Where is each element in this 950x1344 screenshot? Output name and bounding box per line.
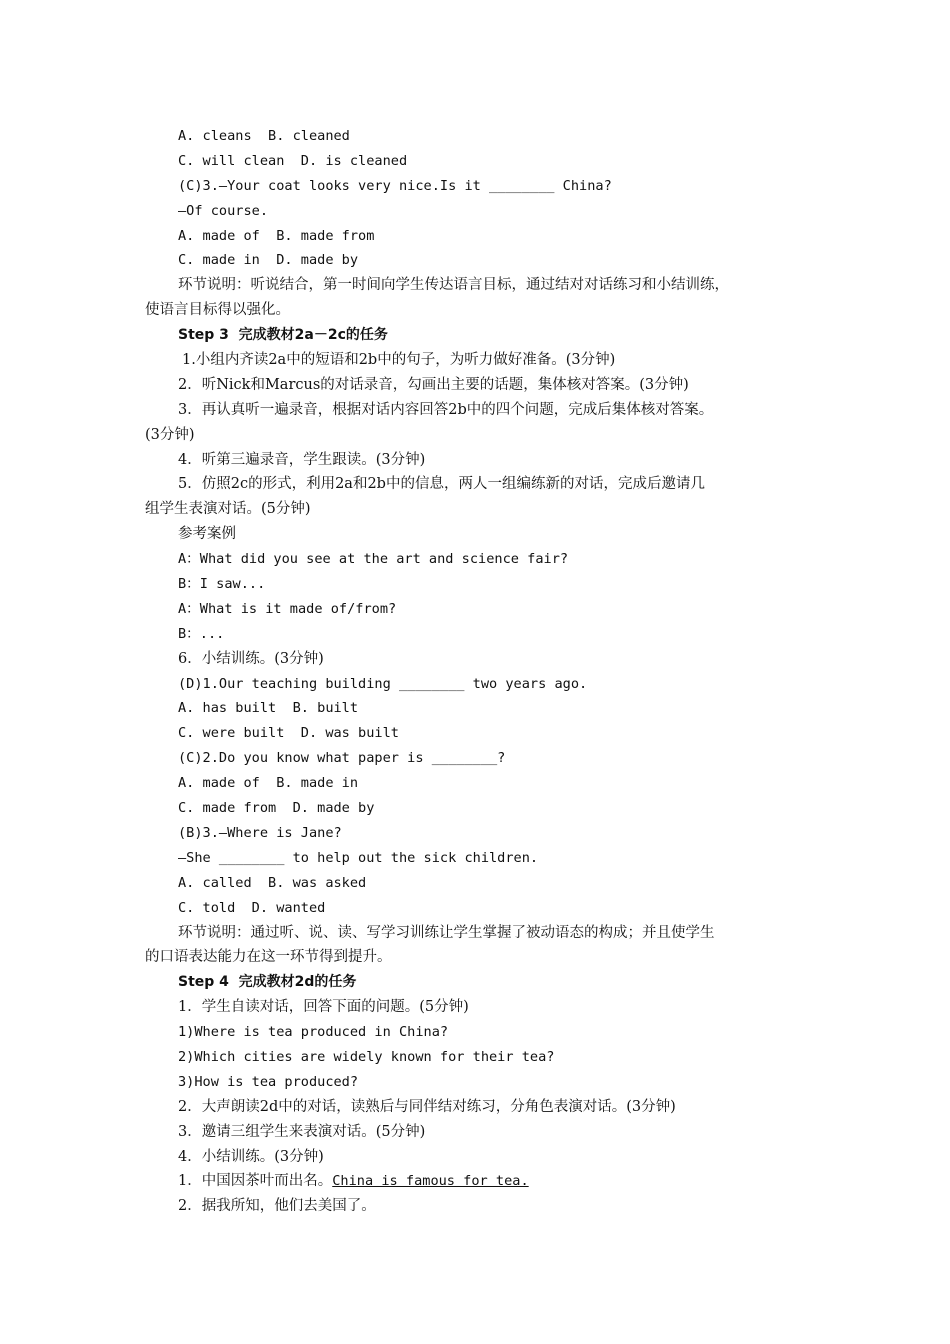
option-line: C. will clean D. is cleaned — [178, 152, 408, 169]
task-line: 3．邀请三组学生来表演对话。(5分钟) — [178, 1123, 426, 1140]
section-note: 环节说明：通过听、说、读、写学习训练让学生掌握了被动语态的构成；并且使学生 — [178, 924, 715, 941]
question-line: (C)2.Do you know what paper is ________? — [178, 750, 506, 767]
task-line-cont: 组学生表演对话。(5分钟) — [145, 501, 311, 518]
example-label: 参考案例 — [178, 526, 236, 543]
option-line: A. cleans B. cleaned — [178, 128, 350, 144]
question-line: (B)3.—Where is Jane? — [178, 824, 342, 841]
task-line: 4．小结训练。(3分钟) — [178, 1148, 324, 1165]
dialogue-line: A：What did you see at the art and science fair? — [178, 551, 569, 568]
translation-line — [145, 1169, 825, 1194]
translation-line: 2．据我所知，他们去美国了。 — [178, 1198, 376, 1215]
task-line: 5．仿照2c的形式，利用2a和2b中的信息，两人一组编练新的对话，完成后邀请几 — [178, 476, 705, 493]
task-line: 6．小结训练。(3分钟) — [178, 650, 324, 667]
task-line: 4．听第三遍录音，学生跟读。(3分钟) — [178, 451, 426, 468]
task-line: 3．再认真听一遍录音，根据对话内容回答2b中的四个问题，完成后集体核对答案。 — [178, 401, 714, 418]
option-line: C. made in D. made by — [178, 252, 359, 269]
step-heading: Step 4 完成教材2d的任务 — [178, 974, 357, 991]
option-line: A. has built B. built — [178, 700, 359, 717]
option-line: A. made of B. made in — [178, 775, 359, 792]
answer-line: —Of course. — [178, 202, 269, 219]
option-line: A. made of B. made from — [178, 227, 375, 244]
dialogue-line: B：... — [178, 625, 225, 642]
question-line: 1)Where is tea produced in China? — [178, 1024, 449, 1041]
section-note-cont: 使语言目标得以强化。 — [145, 302, 290, 319]
option-line: C. told D. wanted — [178, 899, 326, 916]
translation-answer: China is famous for tea. — [332, 1173, 529, 1190]
task-line: 1．学生自读对话，回答下面的问题。(5分钟) — [178, 999, 469, 1016]
question-line: (C)3.—Your coat looks very nice.Is it ________ China? — [178, 177, 612, 194]
question-line: 3)How is tea produced? — [178, 1073, 359, 1090]
question-line: (D)1.Our teaching building ________ two years ago. — [178, 675, 588, 692]
question-line: —She ________ to help out the sick children. — [178, 849, 539, 866]
section-note: 环节说明：听说结合，第一时间向学生传达语言目标，通过结对对话练习和小结训练， — [178, 277, 729, 294]
dialogue-line: A：What is it made of/from? — [178, 600, 397, 617]
task-line-cont: (3分钟) — [145, 426, 195, 443]
option-line: C. were built D. was built — [178, 725, 399, 742]
dialogue-line: B：I saw... — [178, 576, 266, 593]
question-line: 2)Which cities are widely known for their tea? — [178, 1048, 555, 1065]
task-line: 2．听Nick和Marcus的对话录音，勾画出主要的话题，集体核对答案。(3分钟) — [178, 376, 689, 393]
translation-prompt: 1．中国因茶叶而出名。 — [178, 1173, 333, 1190]
document-body — [145, 124, 825, 1219]
task-line: 1.小组内齐读2a中的短语和2b中的句子，为听力做好准备。(3分钟) — [182, 352, 616, 369]
option-line: A. called B. was asked — [178, 874, 367, 891]
option-line: C. made from D. made by — [178, 800, 375, 817]
section-note-cont: 的口语表达能力在这一环节得到提升。 — [145, 949, 392, 966]
step-heading: Step 3 完成教材2a－2c的任务 — [178, 327, 388, 344]
task-line: 2．大声朗读2d中的对话，读熟后与同伴结对练习，分角色表演对话。(3分钟) — [178, 1098, 676, 1115]
